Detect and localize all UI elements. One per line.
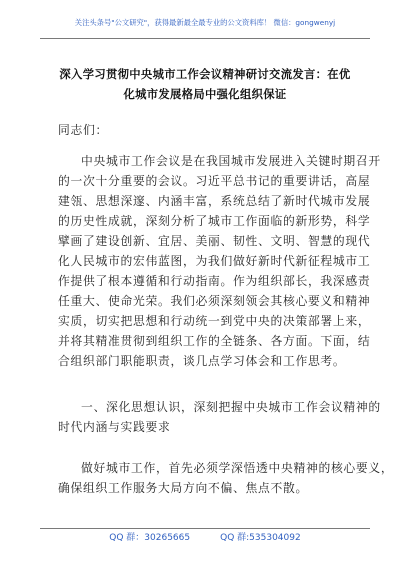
heading-line: 时代内涵与实践要求 xyxy=(58,420,171,434)
text-line: 做好城市工作，首先必须学深悟透中央精神的核心要义， xyxy=(81,461,394,475)
salutation-text: 同志们： xyxy=(58,123,108,137)
text-line: 实质，切实把思想和行动统一到党中央的决策部署上来， xyxy=(58,314,371,328)
paragraph-2 xyxy=(58,458,394,498)
document-title xyxy=(44,64,366,104)
header-divider xyxy=(40,38,370,39)
title-line: 化城市发展格局中强化组织保证 xyxy=(123,87,287,101)
text-line: 的一次十分重要的会议。习近平总书记的重要讲话，高屋 xyxy=(58,174,371,188)
text-line: 化人民城市的宏伟蓝图，为我们做好新时代新征程城市工 xyxy=(58,254,371,268)
text-line: 任重大、使命光荣。我们必须深刻领会其核心要义和精神 xyxy=(58,294,371,308)
text-line: 并将其精准贯彻到组织工作的全链条、各方面。下面，结 xyxy=(58,334,371,348)
title-line: 深入学习贯彻中央城市工作会议精神研讨交流发言：在优 xyxy=(59,67,351,81)
footer-qq-group-2: QQ 群:535304092 xyxy=(220,533,301,543)
section-heading-1 xyxy=(58,397,381,437)
header-promo-text: 关注头条号"公文研究"，获得最新最全最专业的公文资料库！ 微信：gongwenyj xyxy=(74,18,336,27)
footer-divider xyxy=(40,528,370,529)
text-line: 擘画了建设创新、宜居、美丽、韧性、文明、智慧的现代 xyxy=(58,234,371,248)
text-line: 建瓴、思想深邃、内涵丰富，系统总结了新时代城市发展 xyxy=(58,194,371,208)
text-line: 的历史性成就，深刻分析了城市工作面临的新形势，科学 xyxy=(58,214,371,228)
footer-qq-group-1: QQ 群：30265665 xyxy=(109,533,191,543)
text-line: 中央城市工作会议是在我国城市发展进入关键时期召开 xyxy=(81,154,381,168)
text-line: 合组织部门职能职责，谈几点学习体会和工作思考。 xyxy=(58,354,346,368)
heading-line: 一、深化思想认识，深刻把握中央城市工作会议精神的 xyxy=(81,400,381,414)
paragraph-1 xyxy=(58,151,381,371)
text-line: 确保组织工作服务大局方向不偏、焦点不散。 xyxy=(58,481,308,495)
salutation xyxy=(58,120,358,140)
footer-contact xyxy=(40,531,370,545)
text-line: 作提供了根本遵循和行动指南。作为组织部长，我深感责 xyxy=(58,274,371,288)
